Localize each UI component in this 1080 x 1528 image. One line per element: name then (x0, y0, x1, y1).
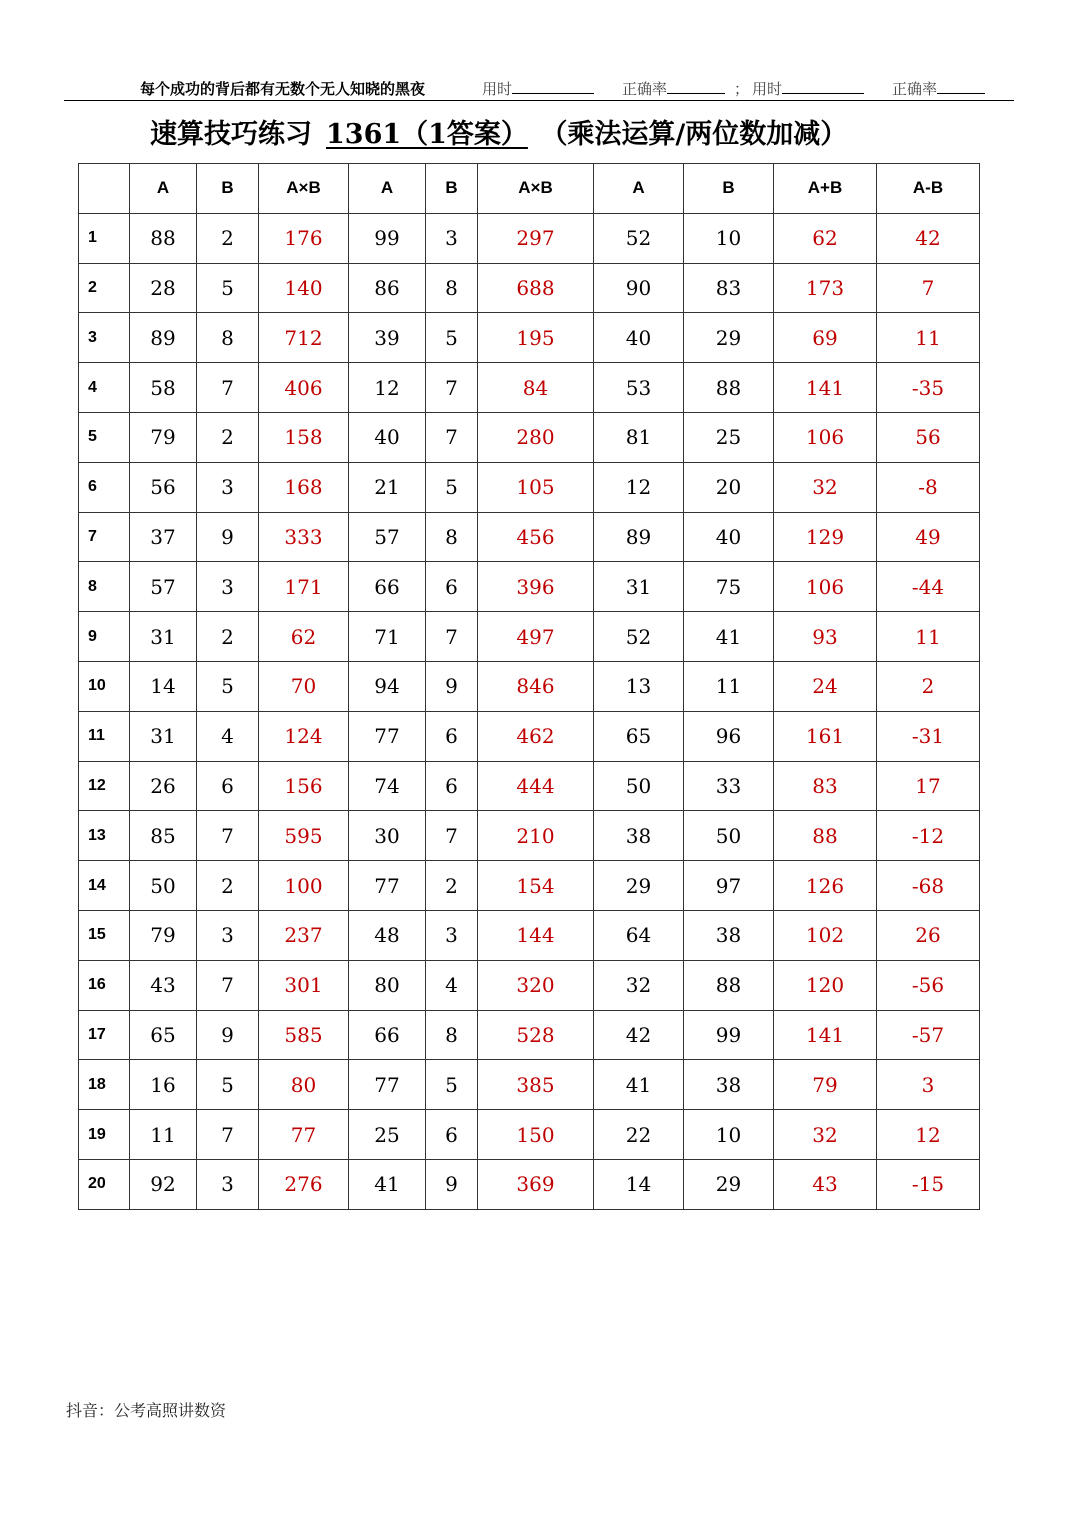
column-header-a-7: A (594, 164, 684, 214)
operand-cell: 4 (426, 960, 478, 1010)
time-field-2 (752, 78, 864, 99)
operand-cell: 29 (594, 861, 684, 911)
operand-cell: 89 (594, 512, 684, 562)
operand-cell: 22 (594, 1110, 684, 1160)
operand-cell: 94 (349, 661, 426, 711)
answer-cell: 24 (774, 661, 877, 711)
answer-cell: 141 (774, 363, 877, 413)
table-row (79, 363, 980, 413)
answer-cell: 100 (259, 861, 349, 911)
operand-cell: 50 (130, 861, 197, 911)
operand-cell: 33 (684, 761, 774, 811)
operand-cell: 8 (426, 1010, 478, 1060)
accuracy-label-2: 正确率 (892, 80, 938, 98)
answer-cell: 79 (774, 1060, 877, 1110)
answer-cell: -44 (877, 562, 980, 612)
operand-cell: 53 (594, 363, 684, 413)
operand-cell: 9 (426, 1159, 478, 1209)
operand-cell: 99 (684, 1010, 774, 1060)
answer-cell: 154 (478, 861, 594, 911)
answer-cell: -35 (877, 363, 980, 413)
table-row (79, 1060, 980, 1110)
page-title (150, 112, 847, 151)
operand-cell: 71 (349, 612, 426, 662)
answer-cell: 462 (478, 711, 594, 761)
answer-cell: 158 (259, 412, 349, 462)
answer-cell: 88 (774, 811, 877, 861)
row-number: 5 (79, 412, 130, 462)
operand-cell: 38 (594, 811, 684, 861)
answer-cell: -15 (877, 1159, 980, 1209)
row-number: 9 (79, 612, 130, 662)
answer-cell: 11 (877, 313, 980, 363)
answer-cell: 333 (259, 512, 349, 562)
operand-cell: 3 (197, 1159, 259, 1209)
operand-cell: 83 (684, 263, 774, 313)
table-row (79, 661, 980, 711)
answer-cell: 93 (774, 612, 877, 662)
accuracy-label-1: 正确率 (622, 80, 668, 98)
row-number: 6 (79, 462, 130, 512)
row-number: 11 (79, 711, 130, 761)
answer-cell: 497 (478, 612, 594, 662)
operand-cell: 38 (684, 910, 774, 960)
operand-cell: 31 (130, 711, 197, 761)
answer-cell: 276 (259, 1159, 349, 1209)
operand-cell: 38 (684, 1060, 774, 1110)
table-row (79, 1110, 980, 1160)
accuracy-blank-2[interactable] (937, 79, 985, 94)
operand-cell: 7 (426, 363, 478, 413)
operand-cell: 6 (426, 1110, 478, 1160)
answer-cell: 406 (259, 363, 349, 413)
answer-cell: 320 (478, 960, 594, 1010)
operand-cell: 20 (684, 462, 774, 512)
answer-cell: 156 (259, 761, 349, 811)
row-number: 19 (79, 1110, 130, 1160)
operand-cell: 9 (426, 661, 478, 711)
answer-cell: 385 (478, 1060, 594, 1110)
operand-cell: 3 (197, 910, 259, 960)
answer-cell: -57 (877, 1010, 980, 1060)
row-number: 2 (79, 263, 130, 313)
operand-cell: 81 (594, 412, 684, 462)
table-row (79, 562, 980, 612)
operand-cell: 41 (684, 612, 774, 662)
operand-cell: 2 (197, 861, 259, 911)
operand-cell: 10 (684, 1110, 774, 1160)
accuracy-field-2 (892, 78, 985, 99)
operand-cell: 3 (426, 910, 478, 960)
operand-cell: 39 (349, 313, 426, 363)
operand-cell: 11 (130, 1110, 197, 1160)
answer-cell: 3 (877, 1060, 980, 1110)
answer-cell: 301 (259, 960, 349, 1010)
answer-cell: 297 (478, 213, 594, 263)
answer-cell: 456 (478, 512, 594, 562)
table-row (79, 811, 980, 861)
answer-cell: -12 (877, 811, 980, 861)
operand-cell: 88 (684, 960, 774, 1010)
operand-cell: 8 (197, 313, 259, 363)
operand-cell: 52 (594, 612, 684, 662)
operand-cell: 14 (130, 661, 197, 711)
operand-cell: 6 (197, 761, 259, 811)
operand-cell: 11 (684, 661, 774, 711)
answer-cell: 120 (774, 960, 877, 1010)
operand-cell: 88 (130, 213, 197, 263)
table-row (79, 612, 980, 662)
answer-cell: 105 (478, 462, 594, 512)
operand-cell: 5 (197, 1060, 259, 1110)
time-label-2: 用时 (752, 80, 783, 98)
row-number: 4 (79, 363, 130, 413)
operand-cell: 12 (349, 363, 426, 413)
answer-cell: -68 (877, 861, 980, 911)
operand-cell: 58 (130, 363, 197, 413)
answer-cell: 444 (478, 761, 594, 811)
answer-cell: 150 (478, 1110, 594, 1160)
operand-cell: 85 (130, 811, 197, 861)
table-row (79, 861, 980, 911)
row-number: 15 (79, 910, 130, 960)
operand-cell: 31 (594, 562, 684, 612)
answer-cell: 161 (774, 711, 877, 761)
answer-cell: 129 (774, 512, 877, 562)
operand-cell: 4 (197, 711, 259, 761)
page-header (64, 76, 1014, 101)
answer-cell: 83 (774, 761, 877, 811)
column-header-sum-9: A+B (774, 164, 877, 214)
answer-cell: 195 (478, 313, 594, 363)
separator: ； (734, 80, 750, 98)
column-header-index-0 (79, 164, 130, 214)
operand-cell: 30 (349, 811, 426, 861)
answer-cell: 176 (259, 213, 349, 263)
table-header-row (79, 164, 980, 214)
operand-cell: 40 (684, 512, 774, 562)
row-number: 13 (79, 811, 130, 861)
title-prefix: 速算技巧练习 (150, 119, 312, 150)
accuracy-field-1 (622, 78, 725, 99)
table-body (79, 213, 980, 1209)
operand-cell: 77 (349, 1060, 426, 1110)
operand-cell: 5 (426, 1060, 478, 1110)
row-number: 1 (79, 213, 130, 263)
table-row (79, 910, 980, 960)
row-number: 8 (79, 562, 130, 612)
operand-cell: 26 (130, 761, 197, 811)
footer-credit: 抖音：公考高照讲数资 (66, 1401, 227, 1420)
table-row (79, 711, 980, 761)
operand-cell: 57 (349, 512, 426, 562)
title-number: 1361（1答案） (326, 119, 528, 150)
table-row (79, 313, 980, 363)
time-blank-2[interactable] (782, 79, 864, 94)
answer-cell: 49 (877, 512, 980, 562)
operand-cell: 25 (684, 412, 774, 462)
operand-cell: 64 (594, 910, 684, 960)
operand-cell: 50 (594, 761, 684, 811)
operand-cell: 6 (426, 711, 478, 761)
exercise-table (78, 163, 980, 1210)
answer-cell: 69 (774, 313, 877, 363)
operand-cell: 14 (594, 1159, 684, 1209)
operand-cell: 3 (197, 462, 259, 512)
column-header-a-1: A (130, 164, 197, 214)
row-number: 3 (79, 313, 130, 363)
time-label-1: 用时 (482, 80, 513, 98)
row-number: 18 (79, 1060, 130, 1110)
operand-cell: 97 (684, 861, 774, 911)
operand-cell: 32 (594, 960, 684, 1010)
accuracy-blank-1[interactable] (667, 79, 725, 94)
answer-cell: 141 (774, 1010, 877, 1060)
operand-cell: 65 (594, 711, 684, 761)
operand-cell: 66 (349, 562, 426, 612)
operand-cell: 31 (130, 612, 197, 662)
operand-cell: 40 (349, 412, 426, 462)
operand-cell: 37 (130, 512, 197, 562)
operand-cell: 2 (197, 412, 259, 462)
operand-cell: 79 (130, 910, 197, 960)
operand-cell: 7 (426, 612, 478, 662)
operand-cell: 74 (349, 761, 426, 811)
operand-cell: 2 (197, 213, 259, 263)
answer-cell: 2 (877, 661, 980, 711)
operand-cell: 52 (594, 213, 684, 263)
operand-cell: 89 (130, 313, 197, 363)
operand-cell: 79 (130, 412, 197, 462)
operand-cell: 50 (684, 811, 774, 861)
operand-cell: 9 (197, 512, 259, 562)
answer-cell: 56 (877, 412, 980, 462)
operand-cell: 86 (349, 263, 426, 313)
operand-cell: 6 (426, 562, 478, 612)
table-row (79, 761, 980, 811)
answer-cell: 210 (478, 811, 594, 861)
answer-cell: 102 (774, 910, 877, 960)
operand-cell: 5 (426, 313, 478, 363)
answer-cell: 712 (259, 313, 349, 363)
operand-cell: 13 (594, 661, 684, 711)
row-number: 14 (79, 861, 130, 911)
motto-text: 每个成功的背后都有无数个无人知晓的黑夜 (140, 80, 426, 98)
operand-cell: 7 (197, 363, 259, 413)
operand-cell: 21 (349, 462, 426, 512)
operand-cell: 77 (349, 861, 426, 911)
answer-cell: 7 (877, 263, 980, 313)
column-header-product-3: A×B (259, 164, 349, 214)
table-row (79, 1159, 980, 1209)
answer-cell: 846 (478, 661, 594, 711)
operand-cell: 28 (130, 263, 197, 313)
table-row (79, 462, 980, 512)
row-number: 12 (79, 761, 130, 811)
operand-cell: 12 (594, 462, 684, 512)
operand-cell: 7 (197, 960, 259, 1010)
answer-cell: 26 (877, 910, 980, 960)
column-header-a-4: A (349, 164, 426, 214)
operand-cell: 7 (426, 412, 478, 462)
operand-cell: 8 (426, 263, 478, 313)
table-row (79, 960, 980, 1010)
operand-cell: 7 (426, 811, 478, 861)
table-row (79, 1010, 980, 1060)
operand-cell: 3 (197, 562, 259, 612)
operand-cell: 6 (426, 761, 478, 811)
operand-cell: 90 (594, 263, 684, 313)
answer-cell: 11 (877, 612, 980, 662)
answer-cell: 62 (774, 213, 877, 263)
answer-cell: 80 (259, 1060, 349, 1110)
row-number: 10 (79, 661, 130, 711)
answer-cell: 171 (259, 562, 349, 612)
answer-cell: 70 (259, 661, 349, 711)
answer-cell: 12 (877, 1110, 980, 1160)
operand-cell: 7 (197, 811, 259, 861)
table-row (79, 512, 980, 562)
operand-cell: 2 (197, 612, 259, 662)
answer-cell: 77 (259, 1110, 349, 1160)
answer-cell: 168 (259, 462, 349, 512)
operand-cell: 40 (594, 313, 684, 363)
column-header-difference-10: A-B (877, 164, 980, 214)
answer-cell: 106 (774, 412, 877, 462)
row-number: 20 (79, 1159, 130, 1209)
answer-cell: 140 (259, 263, 349, 313)
answer-cell: 126 (774, 861, 877, 911)
row-number: 16 (79, 960, 130, 1010)
operand-cell: 2 (426, 861, 478, 911)
time-field-1 (482, 78, 594, 99)
answer-cell: -56 (877, 960, 980, 1010)
answer-cell: 280 (478, 412, 594, 462)
column-header-product-6: A×B (478, 164, 594, 214)
answer-cell: 369 (478, 1159, 594, 1209)
operand-cell: 25 (349, 1110, 426, 1160)
operand-cell: 92 (130, 1159, 197, 1209)
answer-cell: 42 (877, 213, 980, 263)
row-number: 7 (79, 512, 130, 562)
operand-cell: 5 (197, 661, 259, 711)
title-suffix: （乘法运算/两位数加减） (553, 119, 848, 150)
answer-cell: 396 (478, 562, 594, 612)
operand-cell: 29 (684, 313, 774, 363)
answer-cell: -31 (877, 711, 980, 761)
answer-cell: 144 (478, 910, 594, 960)
answer-cell: 528 (478, 1010, 594, 1060)
operand-cell: 29 (684, 1159, 774, 1209)
column-header-b-5: B (426, 164, 478, 214)
operand-cell: 7 (197, 1110, 259, 1160)
operand-cell: 8 (426, 512, 478, 562)
answer-cell: 688 (478, 263, 594, 313)
answer-cell: -8 (877, 462, 980, 512)
answer-cell: 17 (877, 761, 980, 811)
answer-cell: 84 (478, 363, 594, 413)
operand-cell: 88 (684, 363, 774, 413)
time-blank-1[interactable] (512, 79, 594, 94)
table-row (79, 263, 980, 313)
operand-cell: 41 (349, 1159, 426, 1209)
answer-cell: 62 (259, 612, 349, 662)
operand-cell: 9 (197, 1010, 259, 1060)
operand-cell: 75 (684, 562, 774, 612)
answer-cell: 43 (774, 1159, 877, 1209)
operand-cell: 3 (426, 213, 478, 263)
operand-cell: 43 (130, 960, 197, 1010)
operand-cell: 96 (684, 711, 774, 761)
operand-cell: 16 (130, 1060, 197, 1110)
operand-cell: 5 (197, 263, 259, 313)
operand-cell: 5 (426, 462, 478, 512)
answer-cell: 585 (259, 1010, 349, 1060)
column-header-b-2: B (197, 164, 259, 214)
answer-cell: 124 (259, 711, 349, 761)
operand-cell: 10 (684, 213, 774, 263)
answer-cell: 595 (259, 811, 349, 861)
answer-cell: 173 (774, 263, 877, 313)
answer-cell: 32 (774, 1110, 877, 1160)
operand-cell: 56 (130, 462, 197, 512)
answer-cell: 106 (774, 562, 877, 612)
operand-cell: 57 (130, 562, 197, 612)
table-row (79, 213, 980, 263)
answer-cell: 237 (259, 910, 349, 960)
answer-cell: 32 (774, 462, 877, 512)
operand-cell: 66 (349, 1010, 426, 1060)
operand-cell: 99 (349, 213, 426, 263)
column-header-b-8: B (684, 164, 774, 214)
table-row (79, 412, 980, 462)
operand-cell: 65 (130, 1010, 197, 1060)
row-number: 17 (79, 1010, 130, 1060)
operand-cell: 80 (349, 960, 426, 1010)
operand-cell: 77 (349, 711, 426, 761)
operand-cell: 41 (594, 1060, 684, 1110)
operand-cell: 48 (349, 910, 426, 960)
operand-cell: 42 (594, 1010, 684, 1060)
